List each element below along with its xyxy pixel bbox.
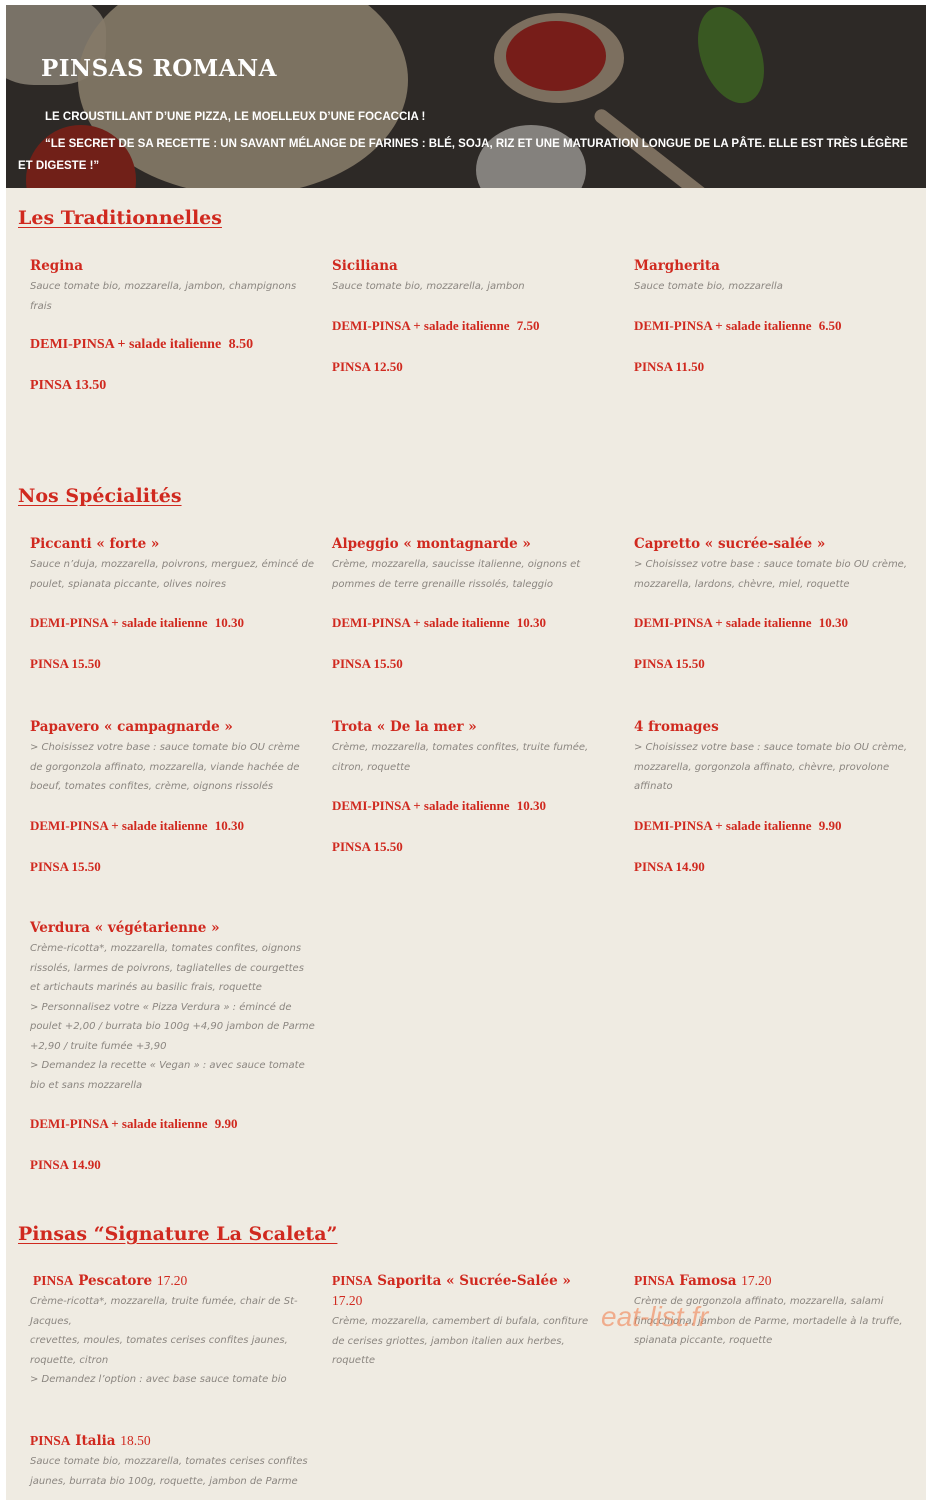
price-label: DEMI-PINSA + salade italienne [634, 317, 812, 333]
item-title: Famosa [679, 1273, 737, 1289]
price-label: PINSA [30, 378, 72, 393]
price-value: 12.50 [373, 358, 403, 374]
price-value: 10.30 [818, 615, 848, 630]
price-value: 10.30 [214, 817, 244, 833]
watermark: eat-list.fr [601, 1301, 709, 1332]
price-value: 7.50 [516, 317, 540, 333]
demi-pinsa-price [30, 817, 315, 835]
item-description: Sauce tomate bio, mozzarella, jambon [332, 281, 525, 292]
menu-item-trota [332, 717, 617, 856]
item-title: Italia [75, 1433, 116, 1449]
price-label: PINSA [634, 656, 673, 671]
item-name: Regina [30, 258, 83, 274]
item-name: Siciliana [332, 258, 398, 274]
pinsa-price [332, 838, 617, 856]
page-title: PINSAS ROMANA [41, 55, 277, 82]
price-label: PINSA [634, 358, 673, 374]
item-prefix: PINSA [30, 1433, 71, 1448]
price-label: PINSA [30, 858, 69, 874]
section-title-signature: Pinsas “Signature La Scaleta” [18, 1223, 338, 1245]
demi-pinsa-price [30, 614, 315, 632]
price-label: DEMI-PINSA + salade italienne [332, 798, 510, 813]
price-value: 10.30 [214, 615, 244, 630]
pinsa-price [30, 655, 315, 673]
pinsa-price [634, 858, 919, 876]
menu-item-siciliana [332, 256, 617, 376]
price-value: 15.50 [71, 656, 101, 671]
item-price: 17.20 [156, 1273, 188, 1288]
item-option-note: > Personnalisez votre « Pizza Verdura » : émincé de poulet +2,00 / burrata bio 100g +4,90 jambon de Parme +2,90 / truite fumée +3,90 [30, 1001, 315, 1052]
price-value: 9.90 [818, 817, 842, 833]
price-label: DEMI-PINSA + salade italienne [30, 817, 208, 833]
price-value: 10.30 [516, 798, 546, 813]
item-vegan-note: > Demandez la recette « Vegan » : avec sauce tomate bio et sans mozzarella [30, 1060, 305, 1091]
menu-item-piccanti [30, 534, 315, 673]
price-label: PINSA [332, 358, 371, 374]
price-value: 15.50 [71, 858, 101, 874]
price-label: DEMI-PINSA + salade italienne [332, 615, 510, 630]
demi-pinsa-price [332, 317, 617, 335]
menu-item-papavero [30, 717, 315, 876]
item-description: Crème, mozzarella, saucisse italienne, oignons et pommes de terre grenaille rissolés, taleggio [332, 559, 581, 590]
price-value: 15.50 [373, 839, 403, 854]
item-prefix: PINSA [33, 1273, 74, 1288]
item-description: Sauce tomate bio, mozzarella [634, 281, 783, 292]
demi-pinsa-price [30, 1115, 315, 1133]
price-label: PINSA [332, 839, 371, 854]
price-value: 15.50 [675, 656, 705, 671]
pinsa-price [30, 858, 315, 876]
item-name: 4 fromages [634, 719, 719, 735]
item-option-note: > Demandez l’option : avec base sauce tomate bio [30, 1374, 287, 1385]
item-name [30, 1271, 315, 1291]
demi-pinsa-price [332, 614, 617, 632]
item-name [332, 1271, 602, 1311]
section-title-traditionnelles: Les Traditionnelles [18, 207, 222, 229]
menu-item-saporita [332, 1271, 602, 1371]
price-value: 14.90 [71, 1157, 101, 1172]
item-description: Crème de gorgonzola affinato, mozzarella, salami finocchiona, jambon de Parme, mortadelle à la truffe, spianata piccante, roquette [634, 1296, 903, 1346]
pinsa-price [30, 1156, 315, 1174]
item-price: 18.50 [120, 1433, 151, 1448]
item-description: > Choisissez votre base : sauce tomate bio OU crème, mozzarella, gorgonzola affinato, chèvre, provolone affinato [634, 742, 908, 792]
item-prefix: PINSA [332, 1273, 373, 1288]
menu-page [6, 5, 926, 1500]
item-name: Papavero « campagnarde » [30, 719, 233, 735]
demi-pinsa-price [634, 614, 919, 632]
demi-pinsa-price [332, 797, 617, 815]
pinsa-price [634, 655, 919, 673]
item-description: > Choisissez votre base : sauce tomate bio OU crème de gorgonzola affinato, mozzarella, viande hachée de boeuf, tomates confites, crème, oignons rissolés [30, 742, 300, 792]
item-description-cont: crevettes, moules, tomates cerises confites jaunes, roquette, citron [30, 1335, 288, 1366]
menu-item-italia [30, 1431, 315, 1491]
menu-item-verdura [30, 918, 315, 1174]
banner-tagline: LE CROUSTILLANT D’UNE PIZZA, LE MOELLEUX D’UNE FOCACCIA ! [45, 111, 426, 123]
demi-pinsa-price [634, 317, 919, 335]
item-title: Pescatore [78, 1273, 153, 1289]
price-value: 15.50 [373, 656, 403, 671]
item-description: Crème-ricotta*, mozzarella, truite fumée, chair de St-Jacques, [30, 1296, 298, 1327]
item-name: Piccanti « forte » [30, 536, 160, 552]
item-description: Sauce n’duja, mozzarella, poivrons, merguez, émincé de poulet, spianata piccante, olives noires [30, 559, 314, 590]
item-description: > Choisissez votre base : sauce tomate bio OU crème, mozzarella, lardons, chèvre, miel, roquette [634, 559, 908, 590]
menu-item-alpeggio [332, 534, 617, 673]
price-value: 10.30 [516, 615, 546, 630]
price-label: DEMI-PINSA + salade italienne [634, 817, 812, 833]
demi-pinsa-price [30, 336, 315, 354]
price-label: DEMI-PINSA + salade italienne [30, 615, 208, 630]
item-name: Trota « De la mer » [332, 719, 477, 735]
menu-item-regina [30, 256, 315, 395]
price-value: 6.50 [818, 317, 842, 333]
price-label: DEMI-PINSA + salade italienne [30, 337, 222, 352]
price-value: 8.50 [228, 337, 254, 352]
menu-item-margherita [634, 256, 919, 376]
item-description: Crème, mozzarella, camembert di bufala, confiture de cerises griottes, jambon italien aux herbes, roquette [332, 1316, 589, 1366]
item-name [30, 1431, 315, 1451]
pinsa-price [332, 358, 617, 376]
item-name [634, 1271, 904, 1291]
price-label: PINSA [634, 858, 673, 874]
item-description: Crème-ricotta*, mozzarella, tomates confites, oignons rissolés, larmes de poivrons, tagliatelles de courgettes et artichauts marinés au basilic frais, roquette [30, 943, 304, 993]
item-name: Alpeggio « montagnarde » [332, 536, 531, 552]
price-label: PINSA [30, 1157, 69, 1172]
price-label: DEMI-PINSA + salade italienne [332, 317, 510, 333]
item-name: Capretto « sucrée-salée » [634, 536, 826, 552]
pinsa-price [634, 358, 919, 376]
item-description: Sauce tomate bio, mozzarella, jambon, champignons frais [30, 281, 297, 312]
demi-pinsa-price [634, 817, 919, 835]
pinsa-price [30, 377, 315, 395]
section-title-specialites: Nos Spécialités [18, 485, 182, 507]
item-title: Saporita « Sucrée-Salée » [377, 1273, 571, 1289]
banner-quote: “LE SECRET DE SA RECETTE : UN SAVANT MÉLANGE DE FARINES : BLÉ, SOJA, RIZ ET UNE MATURATION LONGUE DE LA PÂTE. ELLE EST TRÈS LÉGÈRE ET DIGESTE !” [18, 138, 908, 172]
item-price: 17.20 [741, 1273, 772, 1288]
item-description: Sauce tomate bio, mozzarella, tomates cerises confites jaunes, burrata bio 100g, roquette, jambon de Parme [30, 1456, 308, 1487]
pinsa-price [332, 655, 617, 673]
price-value: 11.50 [675, 358, 705, 374]
price-value: 14.90 [675, 858, 705, 874]
item-prefix: PINSA [634, 1273, 675, 1288]
item-price: 17.20 [332, 1293, 363, 1308]
item-description: Crème, mozzarella, tomates confites, truite fumée, citron, roquette [332, 742, 589, 773]
price-value: 13.50 [74, 378, 107, 393]
price-label: PINSA [30, 656, 69, 671]
price-label: DEMI-PINSA + salade italienne [30, 1116, 208, 1131]
price-label: DEMI-PINSA + salade italienne [634, 615, 812, 630]
menu-item-pescatore [30, 1271, 315, 1390]
menu-item-capretto [634, 534, 919, 673]
price-label: PINSA [332, 656, 371, 671]
price-value: 9.90 [214, 1116, 238, 1131]
header-banner [6, 5, 926, 188]
menu-item-4-fromages [634, 717, 919, 876]
item-name: Verdura « végétarienne » [30, 920, 220, 936]
item-name: Margherita [634, 258, 720, 274]
